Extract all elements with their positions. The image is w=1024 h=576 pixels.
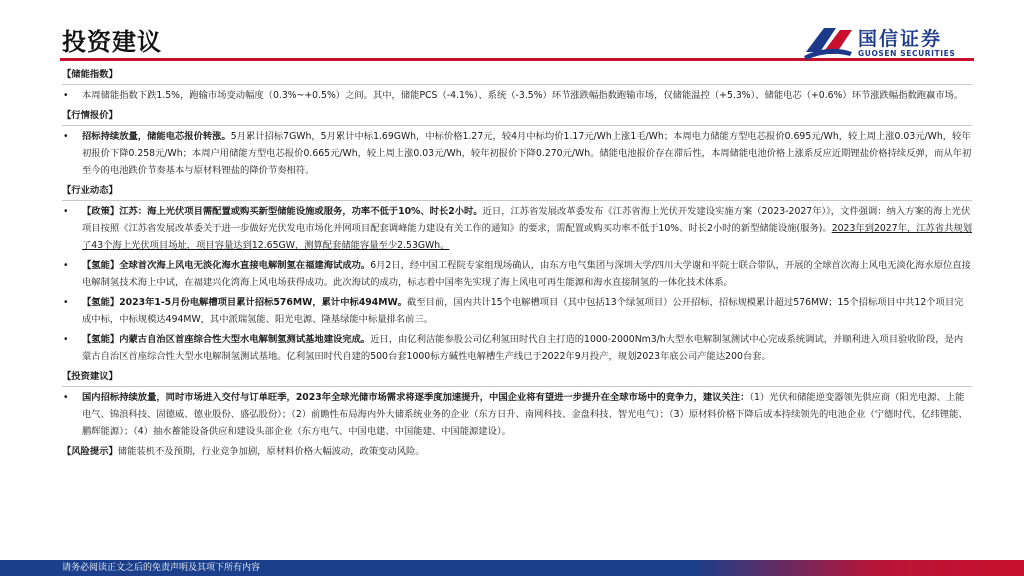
page-title: 投资建议 — [62, 28, 162, 56]
bullet-icon: • — [63, 334, 69, 345]
bullet-icon: • — [63, 392, 69, 403]
item-text — [82, 128, 972, 179]
item-bold-lead: 招标持续放量，储能电芯报价转涨。 — [82, 131, 231, 142]
section-heading-price: 【行情报价】 — [62, 110, 118, 121]
section-heading-energy-index: 【储能指数】 — [62, 69, 118, 80]
item-body: 6月2日，经中国工程院专家组现场确认，由东方电气集团与深圳大学/四川大学谢和平院士联合带队，开展的全球首次海上风电无淡化海水原位直接电解制氢技术海上中试，在福建兴化湾海上风电场获得成功。此次海试的成功，标志着中国率先实现了海上风电可再生能源和海水直接制氢的一体化技术体系。 — [82, 260, 971, 288]
section-heading-industry: 【行业动态】 — [62, 185, 118, 196]
footer-bar — [0, 560, 1024, 576]
list-item — [62, 294, 972, 328]
list-item — [62, 203, 972, 254]
report-body — [62, 66, 972, 460]
item-bold-lead: 【氢能】内蒙古自治区首座综合性大型水电解制氢测试基地建设完成。 — [82, 334, 371, 345]
section-divider — [62, 84, 972, 85]
item-underlined-note: 2023年到2027年，江苏省共规划了43个海上光伏项目场址，项目容量达到12.65GW，测算配套储能容量至少2.53GWh。 — [82, 223, 972, 251]
item-text — [82, 389, 972, 440]
item-text — [82, 203, 972, 254]
item-body: 截至目前，国内共计15个电解槽项目（其中包括13个绿氢项目）公开招标，招标规模累计超过576MW；15个招标项目中共12个项目完成中标，中标规模达494MW，其中派瑞氢能、阳光电源、隆基绿能中标量排名前三。 — [82, 297, 964, 325]
list-item — [62, 389, 972, 440]
item-bold-lead: 【政策】江苏：海上光伏项目需配置或购买新型储能设施或服务，功率不低于10%、时长2小时。 — [82, 206, 483, 217]
section-divider — [62, 125, 972, 126]
list-item — [62, 257, 972, 291]
item-body: 近日，江苏省发展改革委发布《江苏省海上光伏开发建设实施方案（2023-2027年）》，文件强调：纳入方案的海上光伏项目按照《江苏省发展改革委关于进一步做好光伏发电市场化并网项目配套调峰能力建设有关工作的通知》的要求，需配置或购买功率不低于10%、时长2小时的新型储能设施(服务)。 — [82, 206, 971, 234]
logo-mark-icon — [802, 22, 854, 62]
risk-heading: 【风险提示】 — [62, 446, 118, 457]
item-bold-lead: 【氢能】全球首次海上风电无淡化海水直接电解制氢在福建海试成功。 — [82, 260, 371, 271]
bullet-icon: • — [63, 260, 69, 271]
logo-english-name: GUOSEN SECURITIES — [858, 49, 956, 58]
list-item — [62, 87, 972, 104]
item-text — [82, 331, 972, 365]
item-body: 5月累计招标7GWh，5月累计中标1.69GWh，中标价格1.27元，较4月中标均价1.17元/Wh上涨1毛/Wh；本周电力储能方型电芯报价0.695元/Wh，较上周上涨0.03元/Wh，较年初报价下降0.258元/Wh；本周户用储能方型电芯报价0.665元/Wh，较上周上涨0.03元/Wh，较年初报价下降0.270元/Wh。储能电池报价存在滞后性，本周储能电池价格上涨系反应近期锂盐价格持续反弹，而从年初至今的电池跌价节奏基本与原材料锂盐的降价节奏相符。 — [82, 131, 972, 176]
bullet-icon: • — [63, 297, 69, 308]
item-bold-lead: 国内招标持续放量，同时市场进入交付与订单旺季，2023年全球光储市场需求将逐季度加速提升，中国企业将有望进一步提升在全球市场中的竞争力，建议关注： — [82, 392, 750, 403]
section-divider — [62, 200, 972, 201]
bullet-icon: • — [63, 90, 69, 101]
item-text — [82, 294, 972, 328]
item-text — [82, 257, 972, 291]
logo-chinese-name: 国信证券 — [858, 28, 943, 50]
section-heading-advice: 【投资建议】 — [62, 371, 118, 382]
item-body: 近日，由亿利洁能参股公司亿利氢田时代自主打造的1000-2000Nm3/h大型水电解制氢测试中心完成系统调试，并顺利进入项目验收阶段，是内蒙古自治区首座综合性大型水电解制氢测试基地。亿利氢田时代自建的500台套1000标方碱性电解槽生产线已于2022年9月投产，规划2023年底公司产能达200台套。 — [82, 334, 964, 362]
list-item — [62, 331, 972, 365]
risk-note — [62, 443, 972, 460]
company-logo — [802, 22, 972, 62]
bullet-icon: • — [63, 206, 69, 217]
footer-accent-stripe — [694, 560, 1024, 576]
item-body: （1）光伏和储能逆变器领先供应商（阳光电源、上能电气、锦浪科技、固德威、德业股份、盛弘股份）；（2）前瞻性布局海内外大储系统业务的企业（东方日升、南网科技、金盘科技、智光电气）；（3）原材料价格下降后成本持续领先的电池企业（宁德时代、亿纬锂能、鹏辉能源）；（4）抽水蓄能设备供应和建设头部企业（东方电气、中国电建、中国能建、中国能源建设）。 — [82, 392, 968, 437]
section-divider — [62, 386, 972, 387]
item-bold-lead: 【氢能】2023年1-5月份电解槽项目累计招标576MW，累计中标494MW。 — [82, 297, 408, 308]
item-text: 本周储能指数下跌1.5%，跑输市场变动幅度（0.3%~+0.5%）之间。其中，储能PCS（-4.1%）、系统（-3.5%）环节涨跌幅指数跑输市场，仅储能温控（+5.3%）、储能电芯（+0.6%）环节涨跌幅指数跑赢市场。 — [82, 90, 964, 101]
footer-disclaimer: 请务必阅读正文之后的免责声明及其项下所有内容 — [62, 563, 261, 573]
list-item — [62, 128, 972, 179]
bullet-icon: • — [63, 131, 69, 142]
risk-text: 储能装机不及预期，行业竞争加剧，原材料价格大幅波动，政策变动风险。 — [117, 446, 425, 457]
